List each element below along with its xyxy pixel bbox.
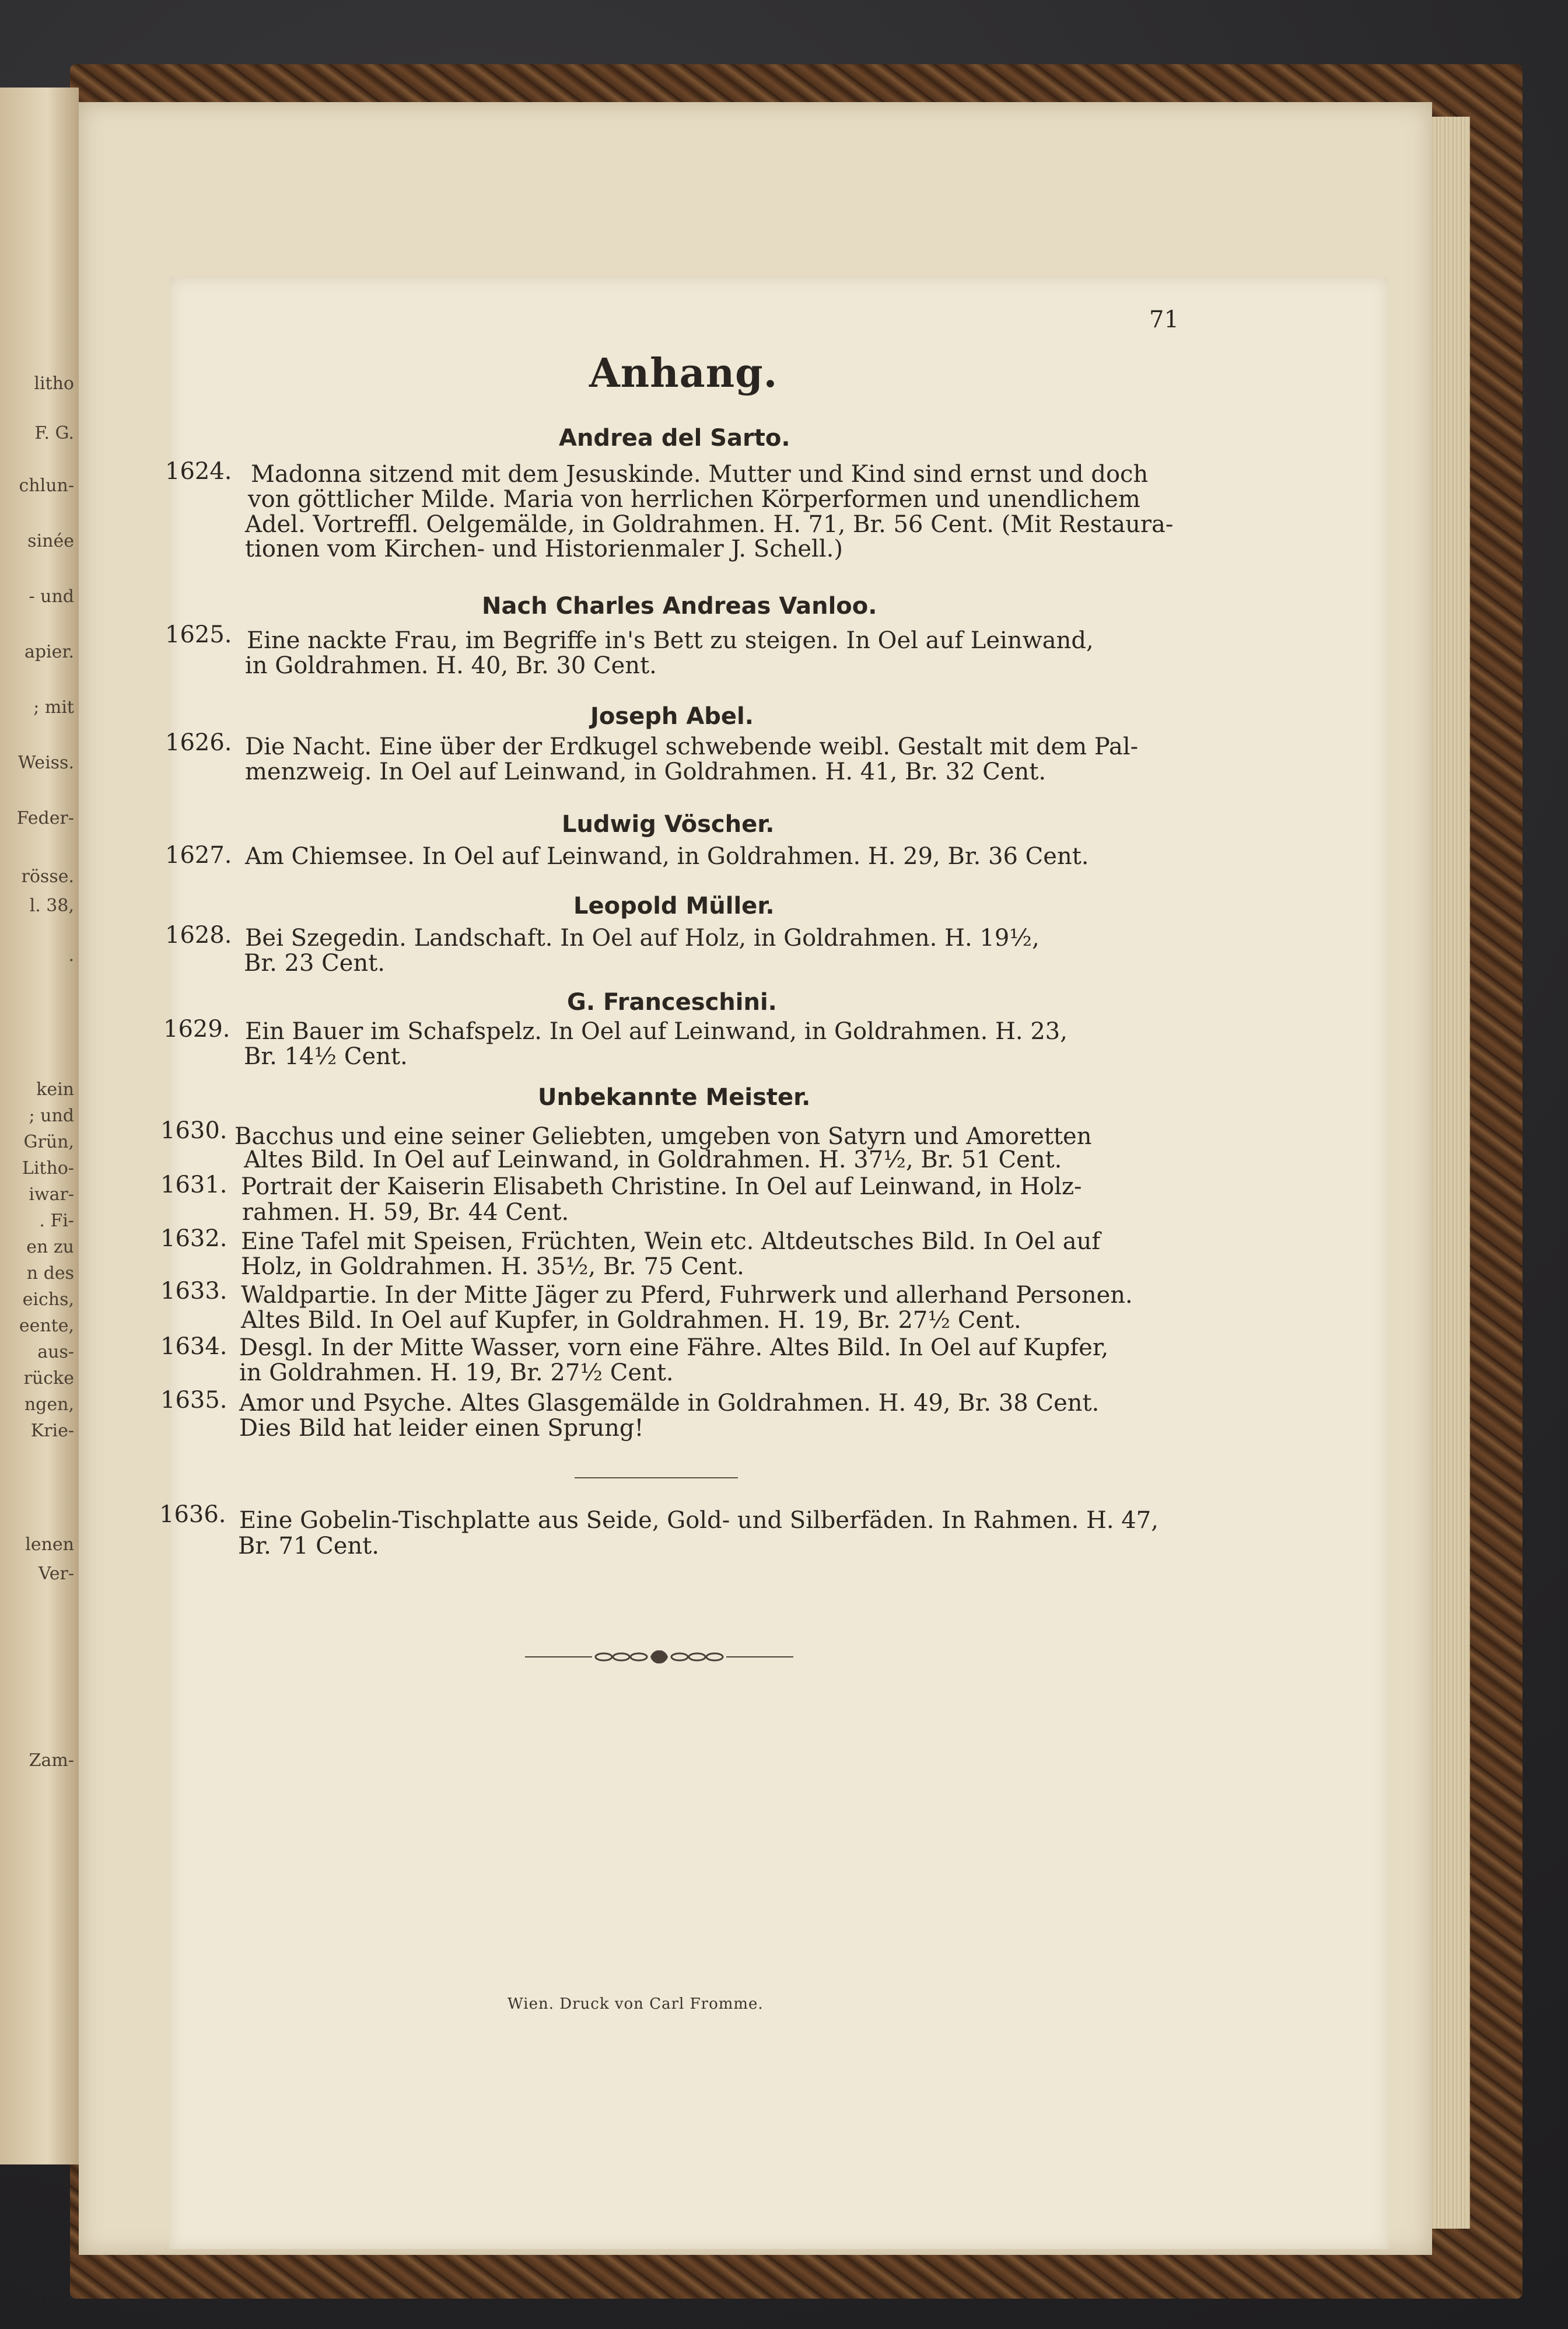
- entry-line: Desgl. In der Mitte Wasser, vorn eine Fähre. Altes Bild. In Oel auf Kupfer,: [239, 1334, 1109, 1361]
- artist-heading: Leopold Müller.: [573, 893, 775, 919]
- entry-number: 1626.: [165, 729, 232, 756]
- left-page-text-fragment: Grün,: [23, 1132, 74, 1152]
- left-page-text-fragment: iwar-: [29, 1184, 74, 1205]
- left-page-text-fragment: aus-: [37, 1342, 74, 1362]
- entry-line: Amor und Psyche. Altes Glasgemälde in Goldrahmen. H. 49, Br. 38 Cent.: [239, 1390, 1100, 1417]
- left-page-text-fragment: rücke: [23, 1368, 74, 1389]
- entry-number: 1632.: [160, 1225, 228, 1252]
- entry-line: Altes Bild. In Oel auf Kupfer, in Goldrahmen. H. 19, Br. 27½ Cent.: [241, 1307, 1021, 1334]
- entry-line: von göttlicher Milde. Maria von herrlichen Körperformen und unendlichem: [248, 486, 1140, 513]
- left-page-text-fragment: ; mit: [33, 697, 74, 718]
- entry-line: Adel. Vortreffl. Oelgemälde, in Goldrahmen. H. 71, Br. 56 Cent. (Mit Restaura-: [245, 511, 1174, 538]
- entry-line: Waldpartie. In der Mitte Jäger zu Pferd, Fuhrwerk und allerhand Personen.: [241, 1282, 1133, 1309]
- left-page-text-fragment: Ver-: [38, 1564, 74, 1584]
- entry-line: Holz, in Goldrahmen. H. 35½, Br. 75 Cent.: [241, 1253, 744, 1280]
- left-page-text-fragment: sinée: [27, 531, 74, 551]
- printer-imprint: Wien. Druck von Carl Fromme.: [508, 1995, 764, 2013]
- left-page-text-fragment: . Fi-: [39, 1211, 74, 1231]
- entry-line: in Goldrahmen. H. 40, Br. 30 Cent.: [245, 652, 657, 679]
- left-page-text-fragment: rösse.: [21, 866, 74, 887]
- entry-line: Br. 14½ Cent.: [244, 1043, 408, 1070]
- left-page-text-fragment: Krie-: [30, 1421, 74, 1441]
- page-number: 71: [1149, 306, 1179, 333]
- left-page-text-fragment: ngen,: [24, 1394, 74, 1415]
- entry-line: rahmen. H. 59, Br. 44 Cent.: [242, 1199, 569, 1226]
- left-page-text-fragment: litho: [34, 373, 74, 394]
- left-page-text-fragment: Litho-: [22, 1158, 74, 1179]
- artist-heading: G. Franceschini.: [567, 989, 777, 1016]
- entry-number: 1630.: [160, 1117, 228, 1144]
- entry-line: Portrait der Kaiserin Elisabeth Christine. In Oel auf Leinwand, in Holz-: [241, 1173, 1082, 1200]
- left-page-text-fragment: eente,: [19, 1316, 74, 1336]
- entry-number: 1634.: [160, 1333, 228, 1360]
- entry-line: Bei Szegedin. Landschaft. In Oel auf Holz, in Goldrahmen. H. 19½,: [245, 925, 1040, 952]
- left-page-text-fragment: Feder-: [16, 808, 74, 828]
- entry-line: Ein Bauer im Schafspelz. In Oel auf Leinwand, in Goldrahmen. H. 23,: [245, 1018, 1068, 1045]
- entry-line: in Goldrahmen. H. 19, Br. 27½ Cent.: [239, 1359, 674, 1386]
- entry-line: Die Nacht. Eine über der Erdkugel schwebende weibl. Gestalt mit dem Pal-: [245, 733, 1139, 760]
- artist-heading: Ludwig Vöscher.: [562, 811, 775, 838]
- left-page-text-fragment: chlun-: [19, 475, 74, 496]
- left-page-text-fragment: lenen: [25, 1534, 74, 1555]
- entry-line: Eine nackte Frau, im Begriffe in's Bett zu steigen. In Oel auf Leinwand,: [247, 627, 1094, 654]
- entry-number: 1633.: [160, 1278, 228, 1305]
- entry-number: 1636.: [159, 1501, 226, 1528]
- entry-number: 1624.: [165, 458, 232, 485]
- entry-line: menzweig. In Oel auf Leinwand, in Goldrahmen. H. 41, Br. 32 Cent.: [245, 758, 1046, 785]
- left-page-text-fragment: .: [68, 945, 74, 966]
- entry-line: Madonna sitzend mit dem Jesuskinde. Mutter und Kind sind ernst und doch: [251, 461, 1149, 488]
- entry-number: 1629.: [163, 1016, 230, 1043]
- entry-line: Dies Bild hat leider einen Sprung!: [239, 1415, 644, 1442]
- entry-line: Am Chiemsee. In Oel auf Leinwand, in Goldrahmen. H. 29, Br. 36 Cent.: [245, 843, 1089, 870]
- entry-number: 1635.: [160, 1387, 228, 1414]
- page-heading: Anhang.: [589, 350, 778, 397]
- left-page: [0, 88, 79, 2164]
- left-page-text-fragment: Zam-: [29, 1750, 74, 1771]
- left-page-text-fragment: - und: [29, 586, 74, 607]
- left-page-text-fragment: F. G.: [34, 423, 74, 443]
- artist-heading: Nach Charles Andreas Vanloo.: [482, 593, 877, 620]
- entry-line: Eine Gobelin-Tischplatte aus Seide, Gold- und Silberfäden. In Rahmen. H. 47,: [239, 1507, 1158, 1534]
- left-page-text-fragment: Weiss.: [18, 753, 74, 773]
- left-page-text-fragment: n des: [26, 1263, 74, 1284]
- entry-number: 1631.: [160, 1172, 228, 1198]
- left-page-text-fragment: l. 38,: [29, 896, 74, 916]
- left-page-text-fragment: ; und: [29, 1106, 74, 1126]
- left-page-text-fragment: kein: [36, 1079, 74, 1100]
- entry-number: 1625.: [165, 621, 232, 648]
- entry-line: Eine Tafel mit Speisen, Früchten, Wein etc. Altdeutsches Bild. In Oel auf: [241, 1228, 1101, 1255]
- section-divider: [575, 1477, 738, 1478]
- entry-line: Br. 71 Cent.: [238, 1533, 379, 1559]
- artist-heading: Joseph Abel.: [590, 703, 754, 730]
- entry-number: 1627.: [165, 842, 232, 869]
- entry-line: Br. 23 Cent.: [244, 950, 385, 977]
- artist-heading: Unbekannte Meister.: [538, 1084, 811, 1111]
- entry-line: Altes Bild. In Oel auf Leinwand, in Goldrahmen. H. 37½, Br. 51 Cent.: [244, 1146, 1062, 1173]
- entry-line: Bacchus und eine seiner Geliebten, umgeben von Satyrn und Amoretten: [235, 1123, 1092, 1150]
- left-page-text-fragment: en zu: [26, 1237, 74, 1257]
- ornament-divider: [525, 1645, 793, 1669]
- entry-number: 1628.: [165, 922, 232, 949]
- left-page-text-fragment: eichs,: [22, 1289, 74, 1310]
- artist-heading: Andrea del Sarto.: [559, 425, 790, 452]
- left-page-text-fragment: apier.: [24, 642, 74, 662]
- entry-line: tionen vom Kirchen- und Historienmaler J. Schell.): [245, 536, 843, 562]
